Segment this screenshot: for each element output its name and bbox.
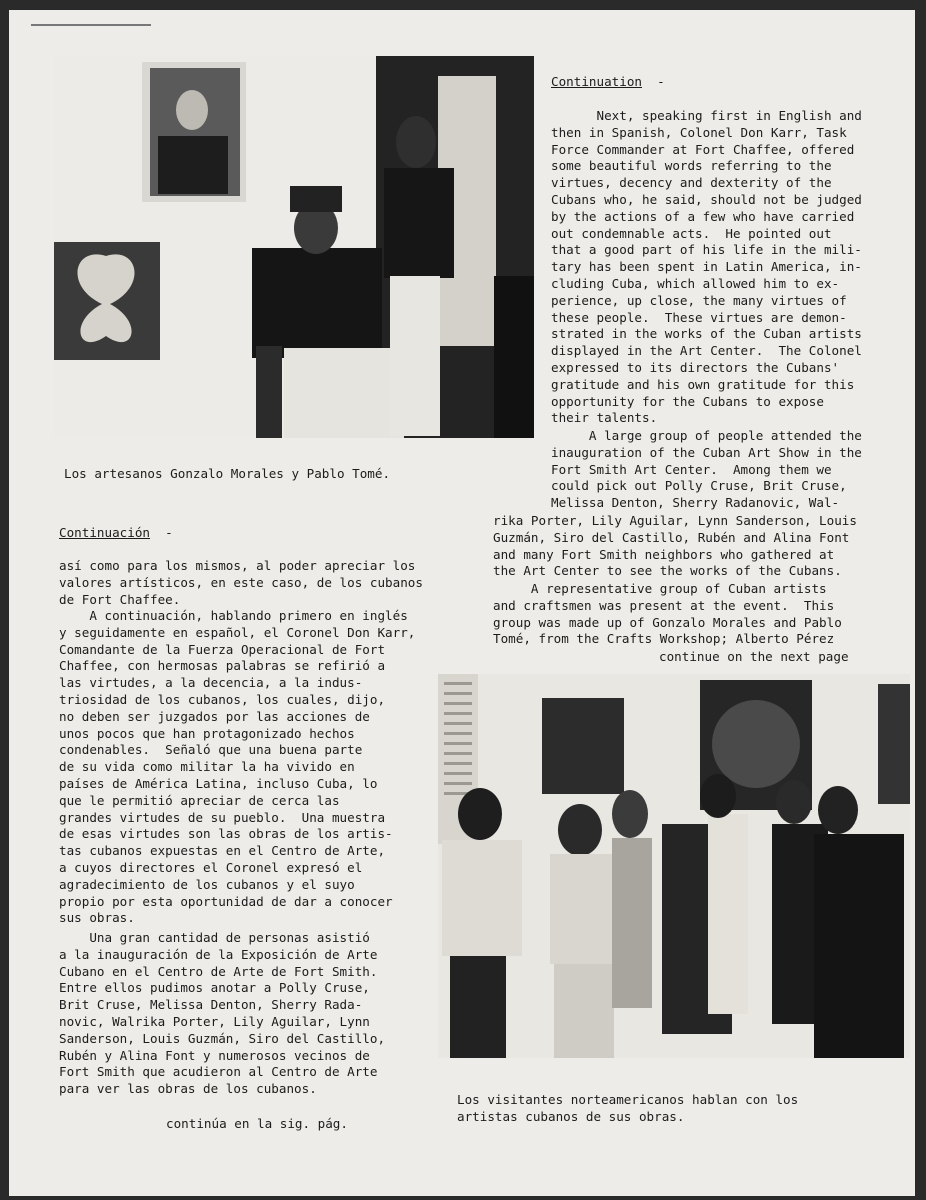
spanish-paragraph-2: A continuación, hablando primero en inglés y seguidamente en español, el Coronel Don Karr, Comandante de la Fuerza Operacional de Fort Chaffee, con hermosas palabras se refirió a las virtudes, a la decencia, a la indus- triosidad de los cubanos, los cuales, dijo, no deben ser juzgados por las acciones de unos pocos que han protagonizado hechos condenables. Señaló que una buena parte de su vida como militar la ha vivido en países de América Latina, incluso Cuba, lo que le permitió apreciar de cerca las grandes virtudes de su pueblo. Una muestra de esas virtudes son las obras de los artis- tas cubanos expuestas en el Centro de Arte, a cuyos directores el Coronel expresó el agradecimiento de los cubanos y el suyo propio por esta oportunidad de dar a conocer sus obras. [59,608,416,926]
document-page [9,10,915,1196]
spanish-paragraph-3: Una gran cantidad de personas asistió a la inauguración de la Exposición de Arte Cubano en el Centro de Arte de Fort Smith. Entre ellos pudimos anotar a Polly Cruse, Brit Cruse, Melissa Denton, Sherry Rada- novic, Walrika Porter, Lily Aguilar, Lynn Sanderson, Louis Guzmán, Siro del Castillo, Rubén y Alina Font y numerosos vecinos de Fort Smith que acudieron al Centro de Arte para ver las obras de los cubanos. [59,930,386,1097]
english-heading [551,74,665,91]
visitors-caption [457,1092,798,1126]
english-heading-text: Continuation [551,74,642,89]
visitors-photo [438,674,910,1058]
english-continue-note: continue on the next page [659,649,849,664]
english-paragraph-1: Next, speaking first in English and then in Spanish, Colonel Don Karr, Task Force Commander at Fort Chaffee, offered some beautiful words referring to the virtues, decency and dexterity of the Cubans who, he said, should not be judged by the actions of a few who have carried out condemnable acts. He pointed out that a good part of his life in the mili- tary has been spent in Latin America, in- cluding Cuba, which allowed him to ex- perience, up close, the many virtues of these people. These virtues are demon- strated in the works of the Cuban artists displayed in the Art Center. The Colonel expressed to its directors the Cubans' gratitude and his own gratitude for this opportunity for the Cubans to expose their talents. [551,108,862,426]
page-mark [31,24,151,26]
spanish-continue-note: continúa en la sig. pág. [166,1116,348,1131]
visitors-caption-line-1: Los visitantes norteamericanos hablan con los [457,1092,799,1107]
spanish-heading [59,525,173,542]
artisans-caption: Los artesanos Gonzalo Morales y Pablo Tomé. [64,466,391,481]
spanish-heading-text: Continuación [59,525,150,540]
visitors-caption-line-2: artistas cubanos de sus obras. [457,1108,685,1124]
english-heading-dash: - [642,74,665,89]
artisans-photo [54,56,534,438]
spanish-heading-dash: - [150,525,173,540]
spanish-paragraph-1: así como para los mismos, al poder apreciar los valores artísticos, en este caso, de los cubanos de Fort Chaffee. [59,558,423,607]
english-paragraph-3: A representative group of Cuban artists and craftsmen was present at the event. This group was made up of Gonzalo Morales and Pablo Tomé, from the Crafts Workshop; Alberto Pérez [493,581,842,647]
english-paragraph-2a: A large group of people attended the inauguration of the Cuban Art Show in the Fort Smith Art Center. Among them we could pick out Polly Cruse, Brit Cruse, Melissa Denton, Sherry Radanovic, Wal- [551,428,862,511]
english-paragraph-2b: rika Porter, Lily Aguilar, Lynn Sanderson, Louis Guzmán, Siro del Castillo, Rubén and Alina Font and many Fort Smith neighbors who gathered at the Art Center to see the works of the Cubans. [493,513,857,579]
